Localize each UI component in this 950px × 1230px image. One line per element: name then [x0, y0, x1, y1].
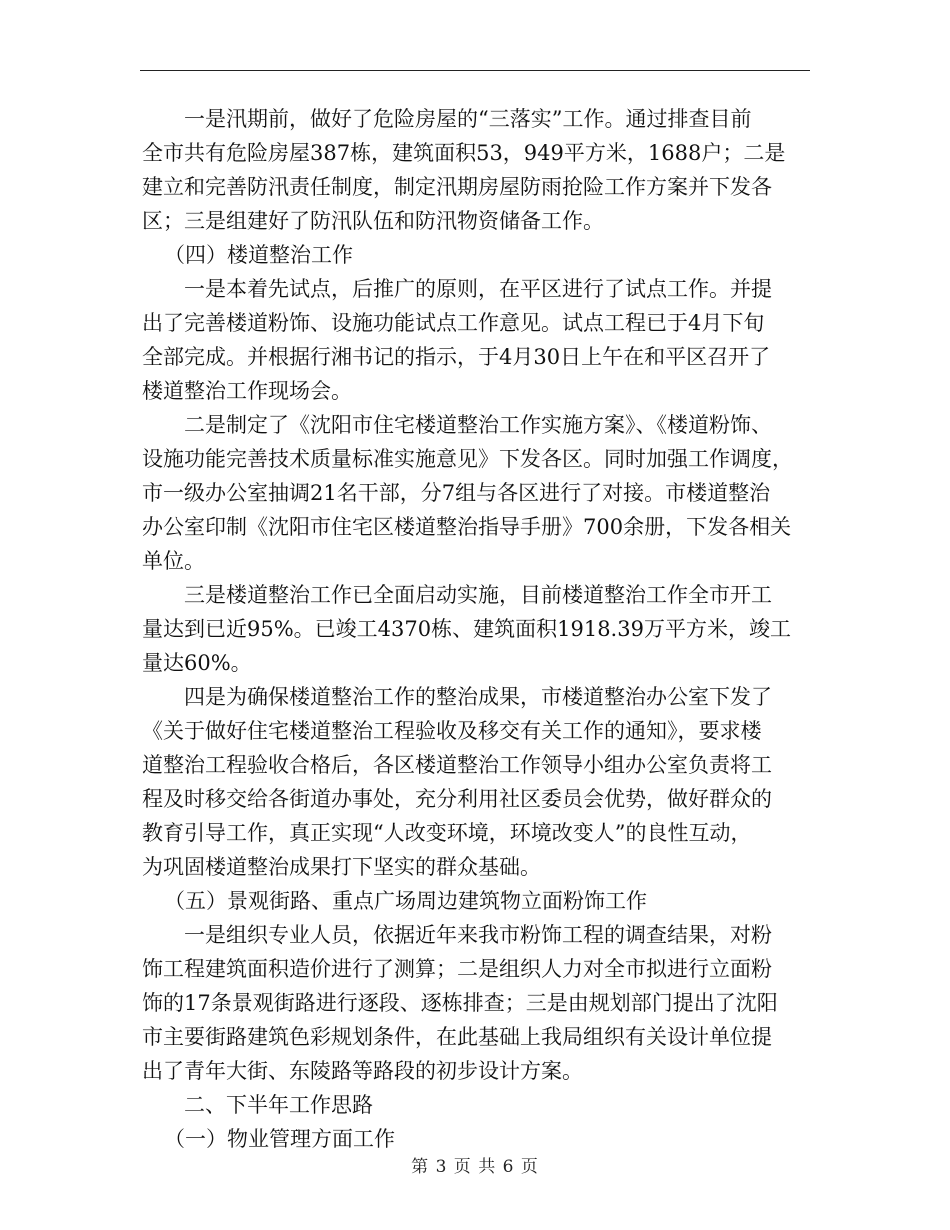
paragraph-line: 二是制定了《沈阳市住宅楼道整治工作实施方案》、《楼道粉饰、 [184, 413, 772, 437]
paragraph-line: 一是汛期前，做好了危险房屋的“三落实”工作。通过排查目前 [184, 107, 752, 131]
paragraph-line: 一是组织专业人员，依据近年来我市粉饰工程的调查结果，对粉 [184, 923, 772, 947]
paragraph-line: 量达60%。 [142, 651, 252, 675]
paragraph-line: 市一级办公室抽调21名干部，分7组与各区进行了对接。市楼道整治 [142, 481, 771, 505]
paragraph-line: 市主要街路建筑色彩规划条件，在此基础上我局组织有关设计单位提 [142, 1025, 772, 1049]
section-heading: （一）物业管理方面工作 [164, 1127, 395, 1151]
paragraph-line: 区；三是组建好了防汛队伍和防汛物资储备工作。 [142, 209, 604, 233]
paragraph-line: 一是本着先试点，后推广的原则，在平区进行了试点工作。并提 [184, 277, 772, 301]
paragraph-line: 楼道整治工作现场会。 [142, 379, 352, 403]
paragraph-line: 建立和完善防汛责任制度，制定汛期房屋防雨抢险工作方案并下发各 [142, 175, 772, 199]
paragraph-line: 《关于做好住宅楼道整治工程验收及移交有关工作的通知》，要求楼 [142, 719, 762, 743]
section-heading: （五）景观街路、重点广场周边建筑物立面粉饰工作 [164, 889, 647, 913]
paragraph-line: 为巩固楼道整治成果打下坚实的群众基础。 [142, 855, 541, 879]
paragraph-line: 出了青年大街、东陵路等路段的初步设计方案。 [142, 1059, 583, 1083]
paragraph-line: 全部完成。并根据行湘书记的指示，于4月30日上午在和平区召开了 [142, 345, 771, 369]
paragraph-line: 三是楼道整治工作已全面启动实施，目前楼道整治工作全市开工 [184, 583, 772, 607]
paragraph-line: 设施功能完善技术质量标准实施意见》下发各区。同时加强工作调度， [142, 447, 793, 471]
paragraph-line: 饰工程建筑面积造价进行了测算；二是组织人力对全市拟进行立面粉 [142, 957, 772, 981]
paragraph-line: 饰的17条景观街路进行逐段、逐栋排查；三是由规划部门提出了沈阳 [142, 991, 778, 1015]
section-heading: 二、下半年工作思路 [184, 1093, 373, 1117]
paragraph-line: 四是为确保楼道整治工作的整治成果，市楼道整治办公室下发了 [184, 685, 772, 709]
page-number-footer: 第 3 页 共 6 页 [411, 1157, 539, 1177]
section-heading: （四）楼道整治工作 [164, 243, 353, 267]
paragraph-line: 办公室印制《沈阳市住宅区楼道整治指导手册》700余册，下发各相关 [142, 515, 792, 539]
body-text [142, 102, 802, 1156]
paragraph-line: 程及时移交给各街道办事处，充分利用社区委员会优势，做好群众的 [142, 787, 772, 811]
header-rule [140, 70, 810, 71]
paragraph-line: 出了完善楼道粉饰、设施功能试点工作意见。试点工程已于4月下旬 [142, 311, 765, 335]
paragraph-line: 量达到已近95%。已竣工4370栋、建筑面积1918.39万平方米，竣工 [142, 617, 791, 641]
paragraph-line: 教育引导工作，真正实现“人改变环境，环境改变人”的良性互动， [142, 821, 752, 845]
paragraph-line: 道整治工程验收合格后，各区楼道整治工作领导小组办公室负责将工 [142, 753, 772, 777]
paragraph-line: 全市共有危险房屋387栋，建筑面积53，949平方米，1688户；二是 [142, 141, 786, 165]
paragraph-line: 单位。 [142, 549, 205, 573]
